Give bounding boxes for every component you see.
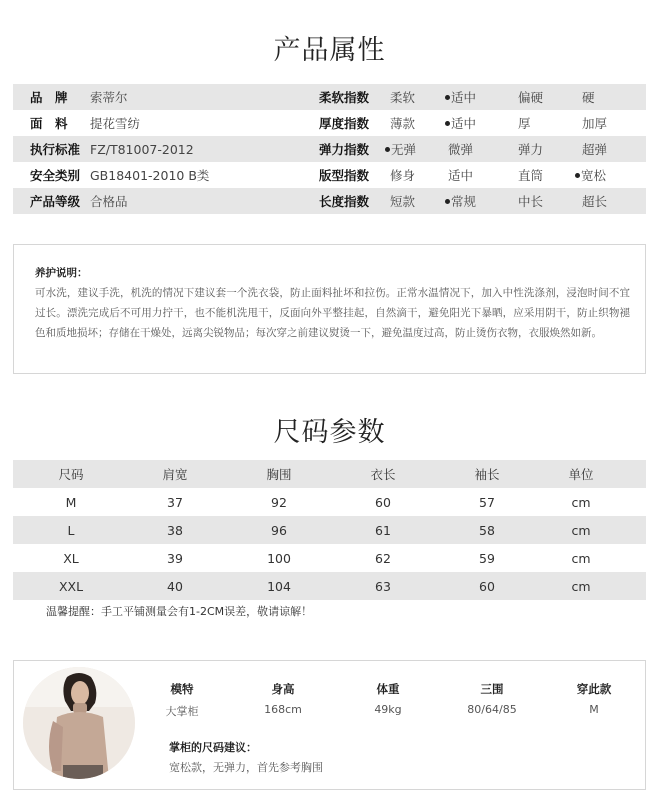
index-option-label: 厚 <box>518 116 531 131</box>
index-option-label: 薄款 <box>390 116 416 131</box>
attribute-label: 面 料 <box>30 116 68 131</box>
model-value-weight: 49kg <box>374 703 402 716</box>
model-info-box <box>13 660 646 790</box>
index-option-label: 适中 <box>451 90 477 105</box>
index-option <box>582 88 595 106</box>
index-label: 柔软指数 <box>319 90 370 105</box>
model-value-size-worn: M <box>589 703 599 716</box>
index-option <box>448 140 473 158</box>
size-cell: 96 <box>271 522 287 538</box>
size-cell: L <box>67 522 75 538</box>
size-note: 温馨提醒：手工平铺测量会有1-2CM误差，敬请谅解！ <box>46 605 313 618</box>
size-cell: 92 <box>271 494 287 510</box>
size-cell: cm <box>571 522 591 538</box>
index-option-label: 微弹 <box>448 142 474 157</box>
index-option-label: 弹力 <box>518 142 544 157</box>
size-header-row <box>13 460 646 488</box>
size-title: 尺码参数 <box>273 417 386 448</box>
index-option-label: 硬 <box>582 90 595 105</box>
attribute-label: 执行标准 <box>30 142 81 157</box>
size-cell: 58 <box>479 522 495 538</box>
attribute-value: 索蒂尔 <box>90 90 128 105</box>
attribute-row <box>13 84 646 110</box>
index-option-selected <box>445 192 476 210</box>
size-header-cell: 单位 <box>568 467 594 482</box>
index-label: 版型指数 <box>319 168 370 183</box>
attributes-table <box>13 84 646 214</box>
index-option-label: 超长 <box>582 194 608 209</box>
attribute-row <box>13 110 646 136</box>
index-option-label: 柔软 <box>390 90 416 105</box>
index-option-label: 适中 <box>448 168 474 183</box>
attribute-row <box>13 136 646 162</box>
attribute-value: 合格品 <box>90 194 128 209</box>
index-label: 弹力指数 <box>319 142 370 157</box>
attribute-label: 安全类别 <box>30 168 81 183</box>
size-cell: XXL <box>58 578 84 594</box>
index-option <box>582 192 607 210</box>
care-instructions-box <box>13 244 646 374</box>
model-value-measurements: 80/64/85 <box>467 703 517 716</box>
care-title: 养护说明： <box>35 267 88 279</box>
size-cell: cm <box>571 494 591 510</box>
size-cell: 63 <box>375 578 391 594</box>
index-option-selected <box>445 88 476 106</box>
selected-dot-icon <box>445 95 450 100</box>
care-text: 可水洗，建议手洗，机洗的情况下建议套一个洗衣袋，防止面料扯坏和拉伤。正常水温情况下，加入中性洗涤剂，浸泡时间不宜过长。漂洗完成后不可用力拧干，也不能机洗甩干，反面向外平整挂起，自然滴干，避免阳光下暴晒，应采用阴干，防止织物褪色和质地损坏；存储在干燥处，远离尖锐物品；每次穿之前建议熨烫一下，避免温度过高，防止烫伤衣物，衣服焕然如新。 <box>35 287 630 339</box>
index-option <box>390 192 415 210</box>
size-row <box>13 544 646 572</box>
index-option-label: 偏硬 <box>518 90 544 105</box>
size-header-cell: 肩宽 <box>162 467 188 482</box>
index-option-label: 修身 <box>390 168 416 183</box>
size-cell: cm <box>571 578 591 594</box>
size-header-cell: 衣长 <box>370 467 396 482</box>
index-option <box>518 192 543 210</box>
index-option <box>582 114 607 132</box>
size-cell: 60 <box>375 494 391 510</box>
size-header-cell: 胸围 <box>266 467 292 482</box>
model-photo <box>23 667 135 779</box>
selected-dot-icon <box>385 147 390 152</box>
attribute-value: GB18401-2010 B类 <box>90 168 210 183</box>
model-header-height: 身高 <box>271 682 295 696</box>
attribute-value: FZ/T81007-2012 <box>90 141 194 157</box>
size-cell: 104 <box>267 578 291 594</box>
size-row <box>13 488 646 516</box>
model-header-measurements: 三围 <box>480 682 504 696</box>
size-row <box>13 572 646 600</box>
size-row <box>13 516 646 544</box>
index-option <box>582 140 607 158</box>
size-cell: 61 <box>375 522 391 538</box>
index-option-selected <box>445 114 476 132</box>
selected-dot-icon <box>445 199 450 204</box>
size-cell: XL <box>63 550 79 566</box>
size-cell: cm <box>571 550 591 566</box>
index-label: 厚度指数 <box>319 116 370 131</box>
size-table <box>13 460 646 600</box>
index-option-label: 中长 <box>518 194 544 209</box>
index-option <box>448 166 473 184</box>
index-option-label: 短款 <box>390 194 416 209</box>
index-option-selected <box>385 140 416 158</box>
size-cell: M <box>65 494 77 510</box>
model-value-name: 大掌柜 <box>165 705 199 718</box>
size-cell: 37 <box>167 494 183 510</box>
index-option-label: 加厚 <box>582 116 608 131</box>
size-header-cell: 尺码 <box>58 467 84 482</box>
size-cell: 100 <box>267 550 291 566</box>
index-option <box>390 88 415 106</box>
index-option-label: 宽松 <box>581 168 607 183</box>
size-header-cell: 袖长 <box>474 467 500 482</box>
attribute-row <box>13 162 646 188</box>
index-option <box>518 114 531 132</box>
index-label: 长度指数 <box>319 194 370 209</box>
index-option-selected <box>575 166 606 184</box>
index-option <box>518 166 543 184</box>
size-advice-title: 掌柜的尺码建议： <box>169 741 257 754</box>
model-value-height: 168cm <box>264 703 302 716</box>
size-cell: 39 <box>167 550 183 566</box>
index-option-label: 无弹 <box>391 142 417 157</box>
size-cell: 57 <box>479 494 495 510</box>
size-advice-text: 宽松款，无弹力，首先参考胸围 <box>169 761 323 774</box>
index-option-label: 超弹 <box>582 142 608 157</box>
selected-dot-icon <box>445 121 450 126</box>
size-cell: 38 <box>167 522 183 538</box>
attribute-label: 产品等级 <box>30 194 81 209</box>
model-header-name: 模特 <box>170 682 194 696</box>
size-cell: 40 <box>167 578 183 594</box>
index-option-label: 直筒 <box>518 168 544 183</box>
index-option-label: 适中 <box>451 116 477 131</box>
selected-dot-icon <box>575 173 580 178</box>
attributes-title: 产品属性 <box>273 35 386 66</box>
index-option <box>390 114 415 132</box>
model-header-size-worn: 穿此款 <box>576 682 612 696</box>
index-option <box>518 140 543 158</box>
size-cell: 62 <box>375 550 391 566</box>
attribute-value: 提花雪纺 <box>90 116 141 131</box>
attribute-label: 品 牌 <box>30 90 68 105</box>
index-option <box>390 166 415 184</box>
index-option <box>518 88 543 106</box>
model-header-weight: 体重 <box>376 682 400 696</box>
index-option-label: 常规 <box>451 194 477 209</box>
attribute-row <box>13 188 646 214</box>
size-cell: 60 <box>479 578 495 594</box>
size-cell: 59 <box>479 550 495 566</box>
